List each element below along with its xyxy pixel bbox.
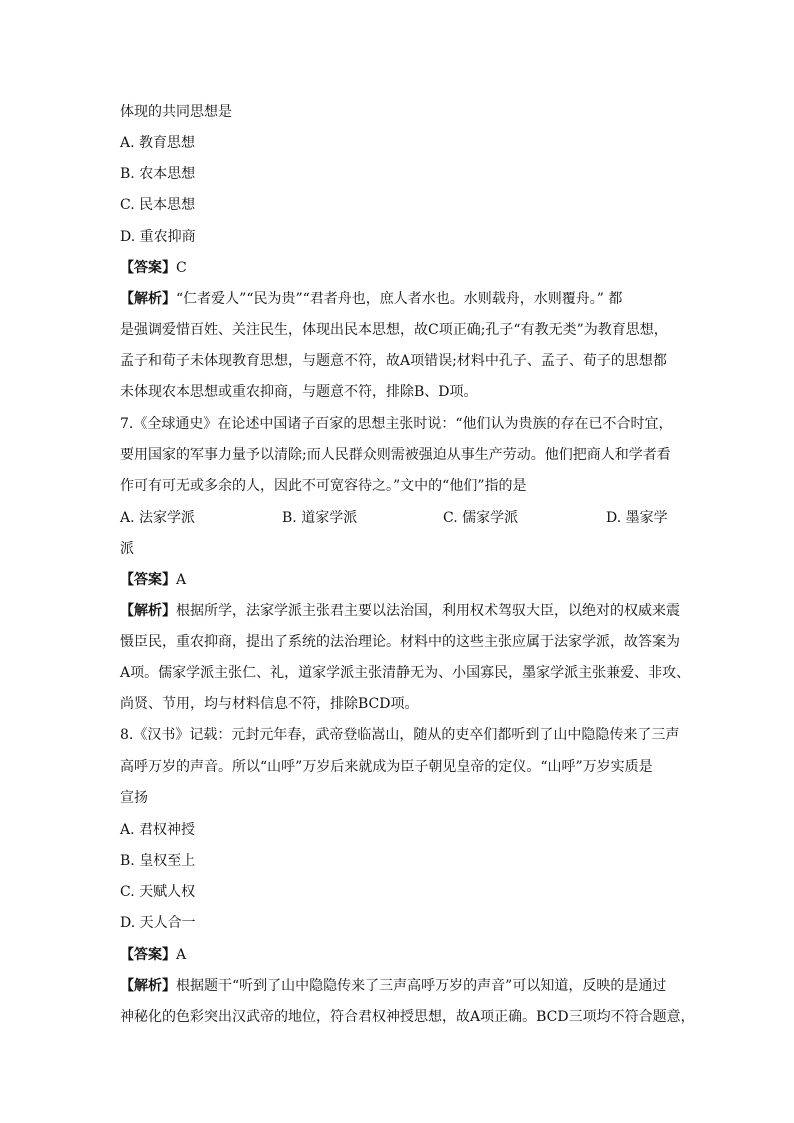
q8-option-c: C. 天赋人权: [120, 884, 196, 900]
q7-analysis-line-3: A项。儒家学派主张仁、礼，道家学派主张清静无为、小国寡民，墨家学派主张兼爱、非攻、: [120, 665, 691, 681]
q6-option-b: B. 农本思想: [120, 166, 196, 182]
q8-analysis-line-1: [120, 976, 680, 996]
q8-stem-line-1: 8.《汉书》记载：元封元年春，武帝登临嵩山，随从的吏卒们都听到了山中隐隐传来了三声: [120, 727, 680, 743]
q8-option-a: A. 君权神授: [120, 822, 196, 838]
q6-answer-label: 【答案】: [120, 260, 176, 276]
q6-stem: 体现的共同思想是: [120, 104, 232, 120]
q8-option-b: B. 皇权至上: [120, 853, 196, 869]
q8-analysis-line-2: 神秘化的色彩突出汉武帝的地位，符合君权神授思想，故A项正确。BCD三项均不符合题意，: [120, 1009, 695, 1025]
q8-answer: [120, 945, 680, 965]
q7-option-c: C. 儒家学派: [443, 510, 519, 526]
q6-analysis-label: 【解析】: [120, 291, 176, 307]
q7-analysis-line-2: 慑臣民，重农抑商，提出了系统的法治理论。材料中的这些主张应属于法家学派，故答案为: [120, 634, 680, 650]
q6-analysis-line-4: 未体现农本思想或重农抑商，与题意不符，排除B、D项。: [120, 384, 478, 400]
q8-answer-label: 【答案】: [120, 947, 176, 963]
q7-answer-label: 【答案】: [120, 572, 176, 588]
q6-analysis-text-1: “仁者爱人”“民为贵”“君者舟也，庶人者水也。水则载舟，水则覆舟。” 都: [176, 291, 623, 307]
q8-stem-line-2: 高呼万岁的声音。所以“山呼”万岁后来就成为臣子朝见皇帝的定仪。“山呼”万岁实质是: [120, 759, 653, 775]
q6-option-c: C. 民本思想: [120, 197, 196, 213]
q7-option-d: D. 墨家学: [606, 510, 668, 526]
q8-answer-value: A: [176, 947, 187, 963]
q6-analysis-line-3: 孟子和荀子未体现教育思想，与题意不符，故A项错误;材料中孔子、孟子、荀子的思想都: [120, 353, 667, 369]
q6-analysis-line-2: 是强调爱惜百姓、关注民生，体现出民本思想，故C项正确;孔子“有教无类”为教育思想，: [120, 322, 668, 338]
q7-option-d-wrap: 派: [120, 541, 134, 557]
q7-option-a: A. 法家学派: [120, 510, 196, 526]
q7-option-b: B. 道家学派: [282, 510, 358, 526]
q7-analysis-line-1: [120, 601, 680, 621]
q6-answer: [120, 258, 680, 278]
q7-analysis-label: 【解析】: [120, 603, 176, 619]
q6-analysis-line-1: [120, 289, 680, 309]
q7-stem-line-2: 要用国家的军事力量予以清除;而人民群众则需被强迫从事生产劳动。他们把商人和学者看: [120, 447, 671, 463]
q6-answer-value: C: [176, 260, 187, 276]
q7-stem-line-3: 作可有可无或多余的人，因此不可宽容待之。”文中的“他们”指的是: [120, 478, 527, 494]
q8-analysis-text-1: 根据题干“听到了山中隐隐传来了三声高呼万岁的声音”可以知道，反映的是通过: [176, 978, 667, 994]
q8-option-d: D. 天人合一: [120, 915, 196, 931]
q8-analysis-label: 【解析】: [120, 978, 176, 994]
q6-option-a: A. 教育思想: [120, 135, 196, 151]
q7-analysis-line-4: 尚贤、节用，均与材料信息不符，排除BCD项。: [120, 696, 419, 712]
q7-stem-line-1: 7.《全球通史》在论述中国诸子百家的思想主张时说：“他们认为贵族的存在已不合时宜，: [120, 416, 673, 432]
q7-answer-value: A: [176, 572, 187, 588]
q7-answer: [120, 570, 680, 590]
q6-option-d: D. 重农抑商: [120, 229, 196, 245]
q8-stem-line-3: 宣扬: [120, 790, 148, 806]
q7-analysis-text-1: 根据所学，法家学派主张君主要以法治国，利用权术驾驭大臣，以绝对的权威来震: [176, 603, 680, 619]
